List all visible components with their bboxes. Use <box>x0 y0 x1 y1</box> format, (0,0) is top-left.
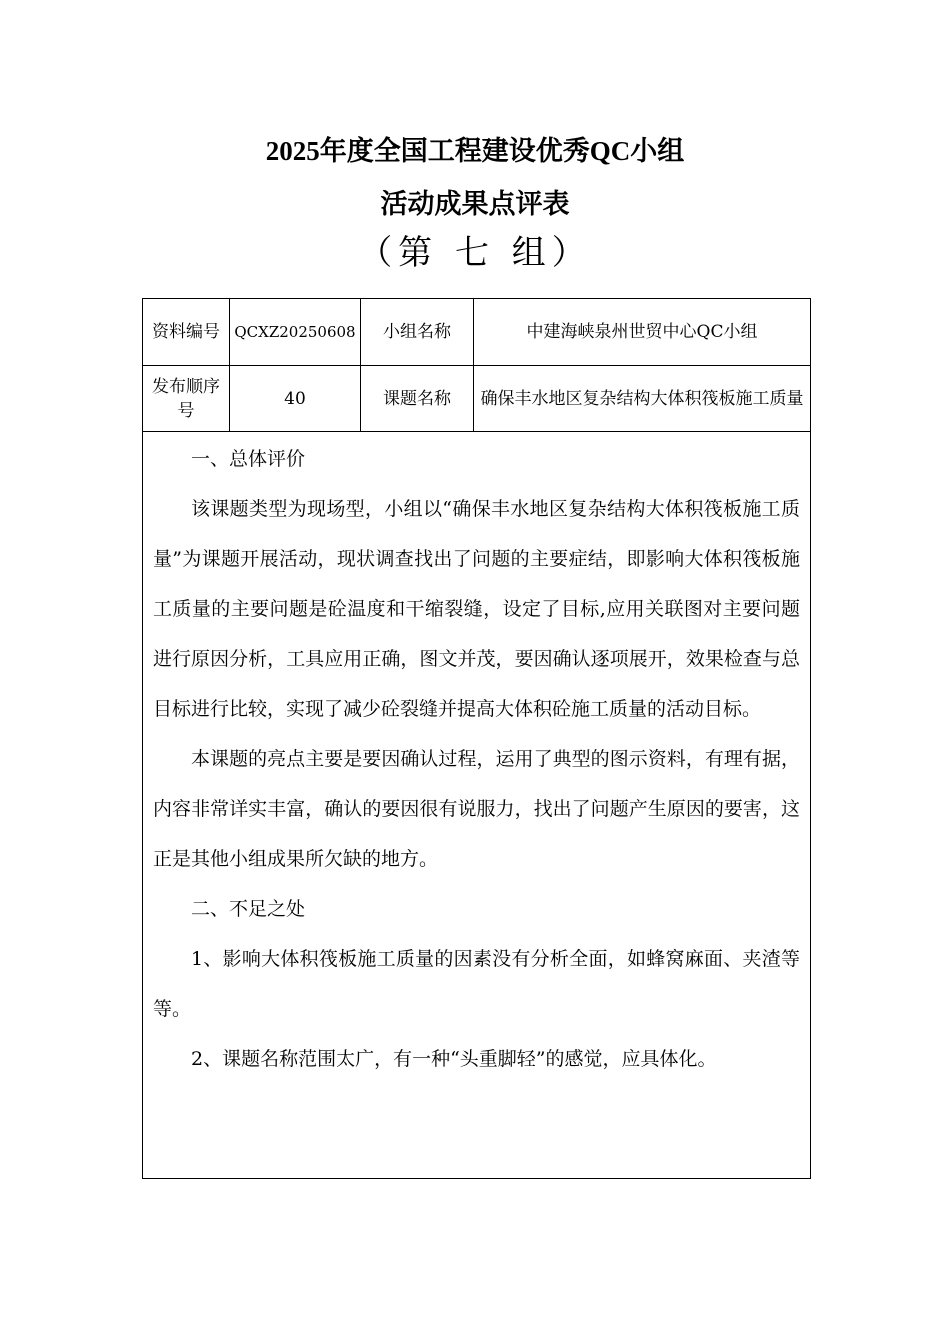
info-row-1 <box>143 299 811 366</box>
overall-paragraph-2: 本课题的亮点主要是要因确认过程，运用了典型的图示资料，有理有据，内容非常详实丰富，确认的要因很有说服力，找出了问题产生原因的要害，这正是其他小组成果所欠缺的地方。 <box>153 748 800 870</box>
group-label: （第 七 组） <box>358 233 592 273</box>
value-data-number: QCXZ20250608 <box>230 299 361 366</box>
shortcoming-item-2: 2、课题名称范围太广，有一种“头重脚轻”的感觉，应具体化。 <box>191 1048 717 1070</box>
evaluation-table <box>142 298 811 1179</box>
evaluation-content <box>143 432 811 1179</box>
overall-paragraph-1: 该课题类型为现场型，小组以“确保丰水地区复杂结构大体积筏板施工质量”为课题开展活动，现状调查找出了问题的主要症结，即影响大体积筏板施工质量的主要问题是砼温度和干缩裂缝，设定了目标,应用关联图对主要问题进行原因分析，工具应用正确，图文并茂，要因确认逐项展开，效果检查与总目标进行比较，实现了减少砼裂缝并提高大体积砼施工质量的活动目标。 <box>153 498 800 720</box>
document-subtitle: 活动成果点评表 <box>380 189 570 219</box>
label-release-order: 发布顺序号 <box>143 366 230 432</box>
label-group-name: 小组名称 <box>361 299 474 366</box>
document-title: 2025年度全国工程建设优秀QC小组 <box>265 136 685 166</box>
label-topic-name: 课题名称 <box>361 366 474 432</box>
value-group-name: 中建海峡泉州世贸中心QC小组 <box>474 299 811 366</box>
info-row-2 <box>143 366 811 432</box>
value-topic-name: 确保丰水地区复杂结构大体积筏板施工质量 <box>474 366 811 432</box>
section-heading-shortcomings: 二、不足之处 <box>191 898 306 920</box>
section-heading-overall: 一、总体评价 <box>191 448 306 470</box>
shortcoming-item-1: 1、影响大体积筏板施工质量的因素没有分析全面，如蜂窝麻面、夹渣等等。 <box>153 948 800 1020</box>
value-release-order: 40 <box>230 366 361 432</box>
label-data-number: 资料编号 <box>143 299 230 366</box>
evaluation-row <box>143 432 811 1179</box>
